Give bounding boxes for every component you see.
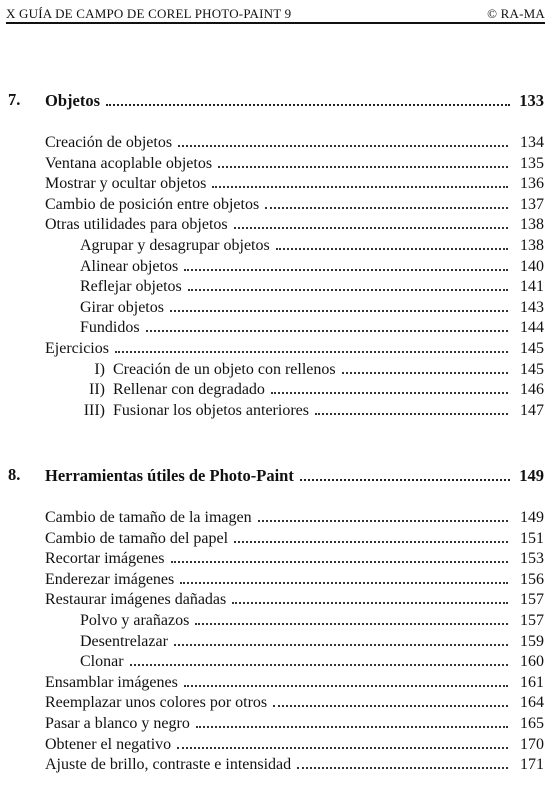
dot-leader xyxy=(196,713,508,728)
toc-entry-label: Polvo y arañazos xyxy=(80,612,190,629)
toc-entry-label: I) Creación de un objeto con rellenos xyxy=(45,361,336,379)
dot-leader xyxy=(273,692,508,707)
chapter-heading xyxy=(8,90,544,114)
dot-leader xyxy=(146,317,508,332)
toc-entry xyxy=(45,235,544,255)
dot-leader xyxy=(177,734,508,749)
toc-entry xyxy=(45,194,544,214)
dot-leader xyxy=(297,754,508,769)
toc-entry-label: Ejercicios xyxy=(45,340,109,357)
toc-entry-label: Desentrelazar xyxy=(80,632,168,650)
chapter-number: 7. xyxy=(8,90,21,109)
toc-entry-label: Clonar xyxy=(80,653,124,671)
toc-entry xyxy=(45,256,544,276)
toc-entry xyxy=(45,400,544,420)
chapter-page-number: 133 xyxy=(519,91,544,110)
toc-entry-label: Reemplazar unos colores por otros xyxy=(45,694,268,712)
dot-leader xyxy=(178,132,508,147)
dot-leader xyxy=(174,631,508,646)
toc-entry-page-number: 165 xyxy=(520,715,544,732)
toc-entry-page-number: 156 xyxy=(520,570,544,588)
exercise-numeral: I) xyxy=(94,360,105,378)
dot-leader xyxy=(115,338,508,353)
dot-leader xyxy=(265,194,508,209)
toc-entry xyxy=(45,297,544,317)
toc-entry-label: Creación de objetos xyxy=(45,134,173,151)
toc-entry xyxy=(45,317,544,337)
header-publisher: © RA-MA xyxy=(487,6,545,21)
dot-leader xyxy=(258,507,508,522)
toc-entry-page-number: 159 xyxy=(520,632,544,650)
dot-leader xyxy=(180,569,508,584)
toc-entry xyxy=(45,651,544,671)
toc-entry-label: Cambio de posición entre objetos xyxy=(45,195,260,213)
dot-leader xyxy=(188,276,508,291)
toc-entry-page-number: 157 xyxy=(520,591,544,609)
dot-leader xyxy=(130,651,508,666)
toc-entry xyxy=(45,359,544,379)
toc-entry xyxy=(45,528,544,548)
dot-leader xyxy=(315,400,508,415)
toc-entry-label: Fundidos xyxy=(80,319,140,337)
toc-entry xyxy=(45,338,544,358)
toc-entry-page-number: 145 xyxy=(520,340,544,357)
toc-entry-page-number: 146 xyxy=(520,381,544,399)
toc-entry-page-number: 160 xyxy=(520,653,544,671)
exercise-numeral: II) xyxy=(89,381,105,399)
toc-entry-label: Otras utilidades para objetos xyxy=(45,216,228,234)
toc-entry-page-number: 143 xyxy=(520,298,544,316)
dot-leader xyxy=(212,173,508,188)
toc-entry-page-number: 171 xyxy=(520,756,544,774)
toc-entry-page-number: 161 xyxy=(520,673,544,691)
toc-entry-label: Ventana acoplable objetos xyxy=(45,154,213,172)
toc-entry-page-number: 137 xyxy=(520,195,544,213)
toc-entry xyxy=(45,692,544,712)
toc-entry xyxy=(45,713,544,733)
chapter-page-number: 149 xyxy=(519,466,544,485)
toc-entry-page-number: 138 xyxy=(520,237,544,254)
toc-entry-page-number: 134 xyxy=(520,134,544,151)
toc-entry-label: Mostrar y ocultar objetos xyxy=(45,175,207,193)
dot-leader xyxy=(195,610,508,625)
toc-entry xyxy=(45,610,544,630)
dot-leader xyxy=(171,548,509,563)
toc-entry-page-number: 149 xyxy=(520,509,544,526)
toc-entry xyxy=(45,569,544,589)
toc-entry-page-number: 157 xyxy=(520,612,544,629)
header-rule xyxy=(6,22,545,24)
toc-entry-label: Ensamblar imágenes xyxy=(45,673,178,691)
toc-entry xyxy=(45,507,544,527)
toc-entry-label: Agrupar y desagrupar objetos xyxy=(80,237,270,254)
toc-entry xyxy=(45,379,544,399)
dot-leader xyxy=(342,359,508,374)
header-book-title: X GUÍA DE CAMPO DE COREL PHOTO-PAINT 9 xyxy=(6,6,292,21)
toc-entry-label: Cambio de tamaño de la imagen xyxy=(45,509,252,526)
chapter-title: Herramientas útiles de Photo-Paint xyxy=(45,466,294,485)
toc-entry-page-number: 164 xyxy=(520,694,544,712)
toc-entry-page-number: 170 xyxy=(520,735,544,753)
dot-leader xyxy=(271,379,508,394)
toc-entry-label: Recortar imágenes xyxy=(45,550,165,568)
toc-entry-page-number: 138 xyxy=(520,216,544,234)
toc-entry-page-number: 144 xyxy=(520,319,544,337)
dot-leader xyxy=(234,528,508,543)
dot-leader xyxy=(184,672,508,687)
toc-entry-label: III) Fusionar los objetos anteriores xyxy=(45,402,309,420)
toc-entry xyxy=(45,214,544,234)
dot-leader xyxy=(232,589,508,604)
toc-entry-label: Alinear objetos xyxy=(80,257,179,275)
toc-entry-page-number: 136 xyxy=(520,175,544,193)
toc-entry xyxy=(45,132,544,152)
toc-entry xyxy=(45,734,544,754)
toc-entry-page-number: 145 xyxy=(520,360,544,378)
toc-entry-label: II) Rellenar con degradado xyxy=(45,381,265,399)
toc-entry-label: Reflejar objetos xyxy=(80,278,182,296)
toc-entry-label: Ajuste de brillo, contraste e intensidad xyxy=(45,756,292,774)
toc-entry xyxy=(45,548,544,568)
chapter-title: Objetos xyxy=(45,91,100,110)
toc-entry-page-number: 151 xyxy=(520,529,544,547)
dot-leader xyxy=(170,297,508,312)
toc-entry-label: Pasar a blanco y negro xyxy=(45,715,190,732)
toc-entry xyxy=(45,631,544,651)
toc-entry-label: Obtener el negativo xyxy=(45,735,172,753)
toc-entry xyxy=(45,672,544,692)
toc-entry xyxy=(45,153,544,173)
chapter-heading xyxy=(8,465,544,489)
running-header xyxy=(6,4,545,24)
toc-entry xyxy=(45,276,544,296)
toc-entry-page-number: 135 xyxy=(520,154,544,172)
toc-entry xyxy=(45,173,544,193)
toc-entry-label: Enderezar imágenes xyxy=(45,570,175,588)
exercise-numeral: III) xyxy=(83,401,105,419)
toc-entry-label: Restaurar imágenes dañadas xyxy=(45,591,227,609)
dot-leader xyxy=(218,153,508,168)
dot-leader xyxy=(106,90,510,106)
toc-entry-page-number: 153 xyxy=(520,550,544,568)
chapter-number: 8. xyxy=(8,465,21,484)
toc-entry-page-number: 141 xyxy=(520,278,544,296)
dot-leader xyxy=(300,465,510,481)
toc-entry-page-number: 147 xyxy=(520,401,544,419)
toc-entry-page-number: 140 xyxy=(520,257,544,275)
toc-entry xyxy=(45,754,544,774)
dot-leader xyxy=(234,214,508,229)
toc-entry-label: Cambio de tamaño del papel xyxy=(45,529,229,547)
dot-leader xyxy=(276,235,508,250)
toc-entry-label: Girar objetos xyxy=(80,298,164,316)
dot-leader xyxy=(184,256,508,271)
toc-entry xyxy=(45,589,544,609)
